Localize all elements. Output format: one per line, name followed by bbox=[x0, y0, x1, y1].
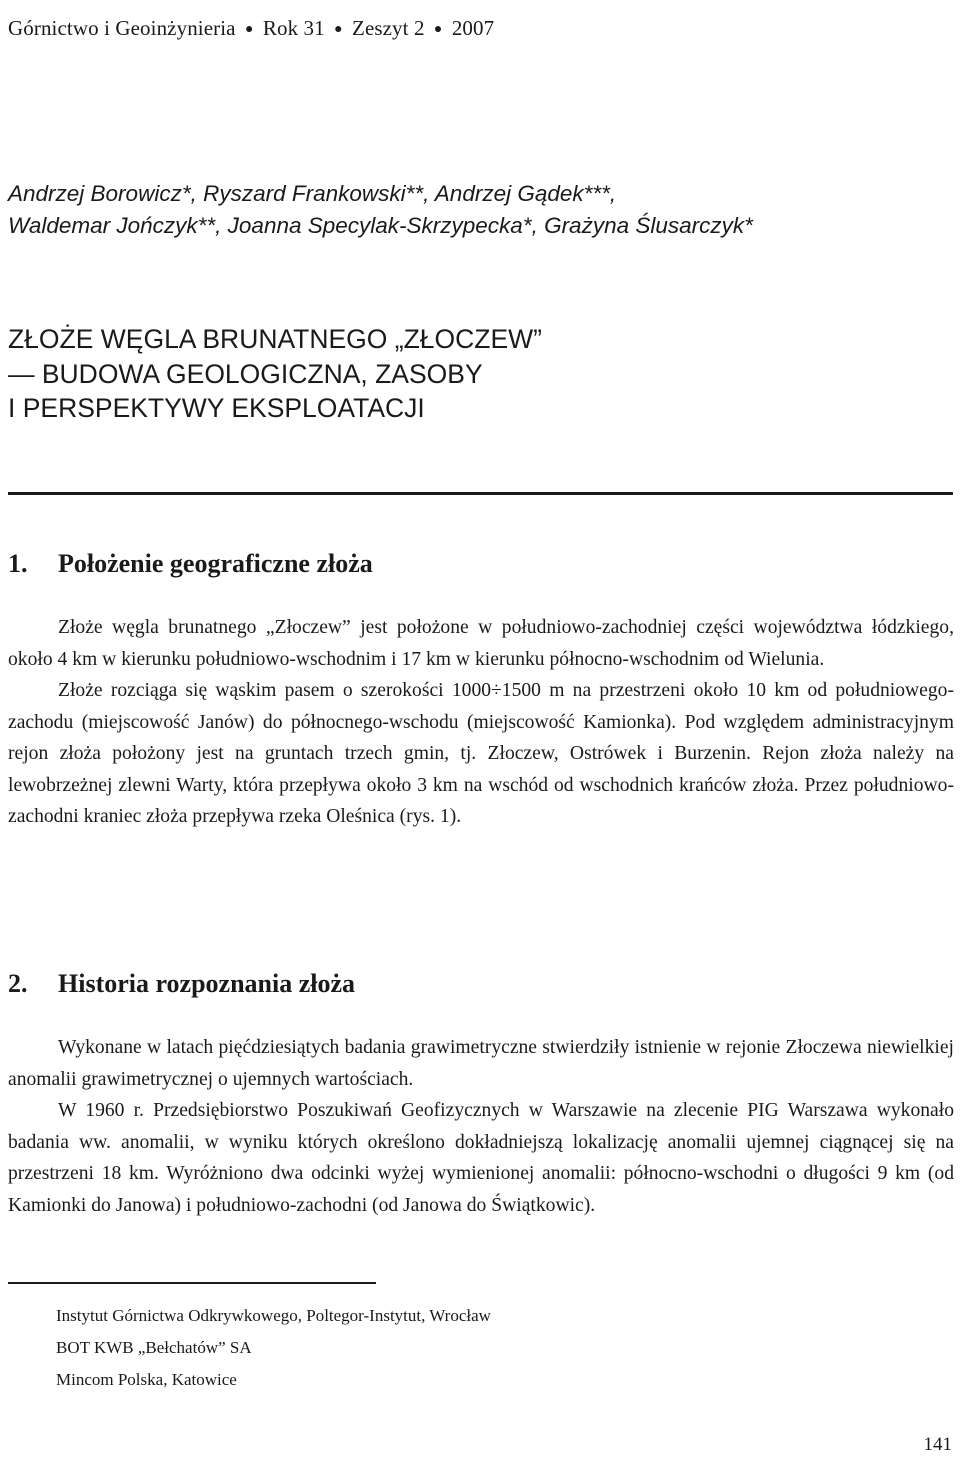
bullet-separator: ● bbox=[244, 22, 254, 37]
section-heading bbox=[8, 969, 355, 999]
author-line: Waldemar Jończyk**, Joanna Specylak-Skrzypecka*, Grażyna Ślusarczyk* bbox=[8, 213, 753, 238]
publication-year: 2007 bbox=[451, 16, 495, 40]
journal-name: Górnictwo i Geoinżynieria bbox=[8, 16, 236, 40]
footnote-divider bbox=[8, 1282, 376, 1284]
volume-label: Rok 31 bbox=[262, 16, 325, 40]
title-line: ZŁOŻE WĘGLA BRUNATNEGO „ZŁOCZEW” bbox=[8, 324, 542, 354]
bullet-separator: ● bbox=[433, 22, 443, 37]
article-title bbox=[8, 322, 953, 426]
paragraph: W 1960 r. Przedsiębiorstwo Poszukiwań Geofizycznych w Warszawie na zlecenie PIG Warszawa wykonało badania ww. anomalii, w wyniku których określono dokładniejszą lokalizację anomalii ujemnej ciągnącej się na przestrzeni 18 km. Wyróżniono dwa odcinki wyżej wymienionej anomalii: północno-wschodni o długości 9 km (od Kamionki do Janowa) i południowo-zachodni (od Janowa do Świątkowic). bbox=[8, 1100, 954, 1216]
footnote-text: BOT KWB „Bełchatów” SA bbox=[56, 1338, 252, 1357]
section-body bbox=[8, 1032, 954, 1221]
section-title: Położenie geograficzne złoża bbox=[58, 549, 373, 578]
running-header bbox=[8, 16, 494, 41]
title-line: I PERSPEKTYWY EKSPLOATACJI bbox=[8, 393, 425, 423]
section-number: 2. bbox=[8, 969, 28, 998]
bullet-separator: ● bbox=[334, 22, 343, 37]
title-divider bbox=[8, 492, 953, 495]
footnote-text: Mincom Polska, Katowice bbox=[56, 1370, 237, 1389]
section-body bbox=[8, 612, 954, 833]
paragraph: Wykonane w latach pięćdziesiątych badania grawimetryczne stwierdziły istnienie w rejonie Złoczewa niewielkiej anomalii grawimetrycznej o ujemnych wartościach. bbox=[8, 1037, 954, 1090]
paragraph: Złoże węgla brunatnego „Złoczew” jest położone w południowo-zachodniej części województwa łódzkiego, około 4 km w kierunku południowo-wschodnim i 17 km w kierunku północno-wschodnim od Wielunia. bbox=[8, 617, 954, 670]
section-heading bbox=[8, 549, 373, 579]
section-number: 1. bbox=[8, 549, 28, 578]
paragraph: Złoże rozciąga się wąskim pasem o szerokości 1000÷1500 m na przestrzeni około 10 km od południowego-zachodu (miejscowość Janów) do północnego-wschodu (miejscowość Kamionka). Pod względem administracyjnym rejon złoża położony jest na gruntach trzech gmin, tj. Złoczew, Ostrówek i Burzenin. Rejon złoża należy na lewobrzeżnej zlewni Warty, która przepływa około 3 km na wschód od wschodnich krańców złoża. Przez południowo-zachodni kraniec złoża przepływa rzeka Oleśnica (rys. 1). bbox=[8, 680, 954, 827]
title-line: — BUDOWA GEOLOGICZNA, ZASOBY bbox=[8, 358, 483, 389]
footnote-text: Instytut Górnictwa Odkrywkowego, Poltegor-Instytut, Wrocław bbox=[56, 1306, 491, 1325]
section-title: Historia rozpoznania złoża bbox=[58, 969, 356, 998]
issue-label: Zeszyt 2 bbox=[352, 16, 425, 40]
page-number: 141 bbox=[923, 1434, 952, 1455]
author-line: Andrzej Borowicz*, Ryszard Frankowski**, Andrzej Gądek***, bbox=[8, 181, 617, 206]
author-list bbox=[8, 178, 953, 242]
